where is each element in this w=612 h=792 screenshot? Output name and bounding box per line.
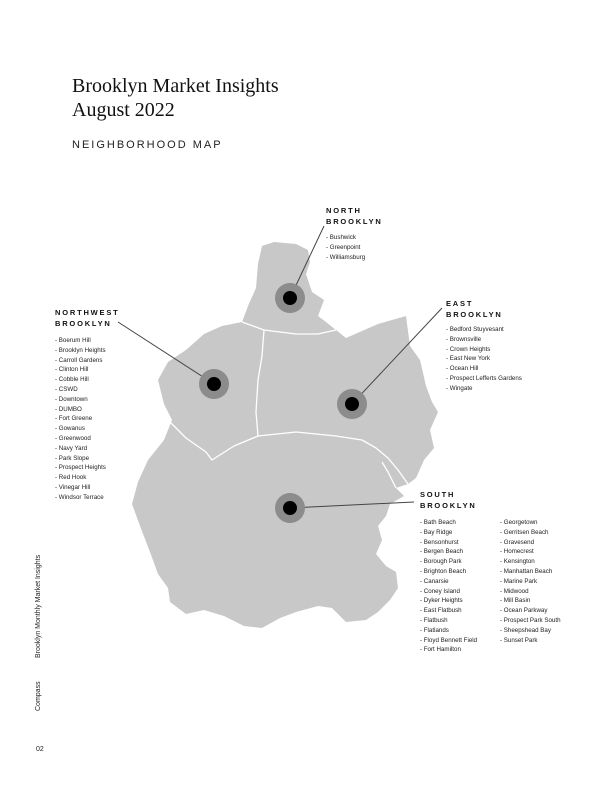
region-label-line: BROOKLYN — [326, 216, 383, 226]
neighborhood-item: - Downtown — [55, 395, 88, 403]
neighborhood-item: - Manhattan Beach — [500, 567, 553, 575]
region-label-south — [420, 490, 477, 511]
neighborhood-item: - Gerritsen Beach — [500, 528, 549, 536]
marker-dot — [283, 501, 297, 515]
region-label-north — [326, 206, 383, 227]
neighborhood-item: - Bensonhurst — [420, 538, 459, 546]
neighborhood-item: - Homecrest — [500, 548, 534, 556]
neighborhood-item: - Floyd Bennett Field — [420, 636, 478, 644]
neighborhood-item: - Midwood — [500, 587, 529, 595]
neighborhood-item: - Fort Hamilton — [420, 646, 461, 654]
neighborhood-item: - Sunset Park — [500, 636, 538, 644]
neighborhood-item: - Crown Heights — [446, 345, 491, 353]
neighborhood-item: - DUMBO — [55, 405, 82, 413]
page-number: 02 — [36, 746, 44, 753]
neighborhood-item: - Clinton Hill — [55, 366, 89, 374]
neighborhood-item: - Greenpoint — [326, 243, 361, 251]
neighborhood-item: - Brooklyn Heights — [55, 346, 106, 354]
neighborhood-item: - Vinegar Hill — [55, 483, 91, 491]
neighborhood-item: - Bay Ridge — [420, 528, 453, 536]
neighborhood-list-south-col2 — [500, 518, 561, 645]
neighborhood-item: - Mill Basin — [500, 597, 531, 605]
region-label-line: NORTHWEST — [55, 308, 120, 317]
region-label-line: NORTH — [326, 206, 362, 215]
region-label-line: BROOKLYN — [446, 309, 503, 319]
neighborhood-item: - Gowanus — [55, 425, 85, 433]
neighborhood-item: - Prospect Park South — [500, 616, 561, 624]
neighborhood-item: - Canarsie — [420, 577, 449, 585]
neighborhood-item: - Navy Yard — [55, 444, 88, 452]
region-label-line: BROOKLYN — [420, 500, 477, 510]
neighborhood-list-east — [446, 325, 522, 394]
neighborhood-list-south-col1 — [420, 518, 477, 655]
marker-dot — [207, 377, 221, 391]
neighborhood-item: - Cobble Hill — [55, 376, 89, 384]
neighborhood-item: - Windsor Terrace — [55, 493, 104, 501]
side-title: Brooklyn Monthly Market Insights — [35, 554, 42, 658]
marker-south[interactable] — [275, 493, 305, 523]
neighborhood-item: - Dyker Heights — [420, 597, 463, 605]
neighborhood-item: - Greenwood — [55, 434, 91, 442]
neighborhood-list-north — [326, 233, 365, 262]
marker-northwest[interactable] — [199, 369, 229, 399]
neighborhood-item: - Wingate — [446, 384, 473, 392]
neighborhood-item: - Fort Greene — [55, 415, 93, 423]
marker-dot — [283, 291, 297, 305]
neighborhood-item: - Sheepshead Bay — [500, 626, 551, 634]
marker-dot — [345, 397, 359, 411]
neighborhood-item: - Georgetown — [500, 519, 538, 526]
neighborhood-item: - Boerum Hill — [55, 337, 91, 344]
marker-east[interactable] — [337, 389, 367, 419]
neighborhood-item: - CSWD — [55, 385, 78, 393]
neighborhood-item: - Ocean Parkway — [500, 607, 548, 615]
neighborhood-list-northwest — [55, 336, 106, 503]
marker-north[interactable] — [275, 283, 305, 313]
neighborhood-item: - East Flatbush — [420, 607, 462, 615]
region-label-northwest — [55, 308, 120, 329]
neighborhood-item: - Prospect Heights — [55, 464, 106, 472]
neighborhood-item: - Coney Island — [420, 587, 460, 595]
neighborhood-item: - Gravesend — [500, 538, 535, 546]
neighborhood-item: - Bergen Beach — [420, 548, 463, 556]
side-brand: Compass — [35, 681, 42, 711]
neighborhood-item: - Brighton Beach — [420, 567, 467, 575]
region-label-east — [446, 299, 503, 320]
neighborhood-item: - Bushwick — [326, 234, 356, 241]
neighborhood-item: - Brownsville — [446, 335, 482, 343]
page-subtitle: NEIGHBORHOOD MAP — [72, 139, 223, 151]
neighborhood-item: - Williamsburg — [326, 253, 366, 261]
neighborhood-item: - Flatbush — [420, 616, 448, 624]
neighborhood-item: - Bath Beach — [420, 519, 456, 526]
neighborhood-item: - Ocean Hill — [446, 365, 479, 373]
neighborhood-item: - Marine Park — [500, 577, 538, 585]
title-line-2: August 2022 — [72, 99, 175, 121]
neighborhood-item: - Carroll Gardens — [55, 356, 103, 364]
region-label-line: EAST — [446, 299, 474, 308]
region-label-line: BROOKLYN — [55, 318, 112, 328]
region-label-line: SOUTH — [420, 490, 456, 499]
neighborhood-item: - East New York — [446, 355, 491, 363]
title-line-1: Brooklyn Market Insights — [72, 75, 279, 97]
neighborhood-item: - Red Hook — [55, 474, 87, 482]
neighborhood-item: - Prospect Lefferts Gardens — [446, 374, 522, 382]
neighborhood-item: - Borough Park — [420, 558, 462, 566]
neighborhood-item: - Kensington — [500, 558, 535, 566]
neighborhood-item: - Flatlands — [420, 626, 449, 634]
neighborhood-item: - Bedford Stuyvesant — [446, 326, 504, 333]
neighborhood-item: - Park Slope — [55, 454, 90, 462]
